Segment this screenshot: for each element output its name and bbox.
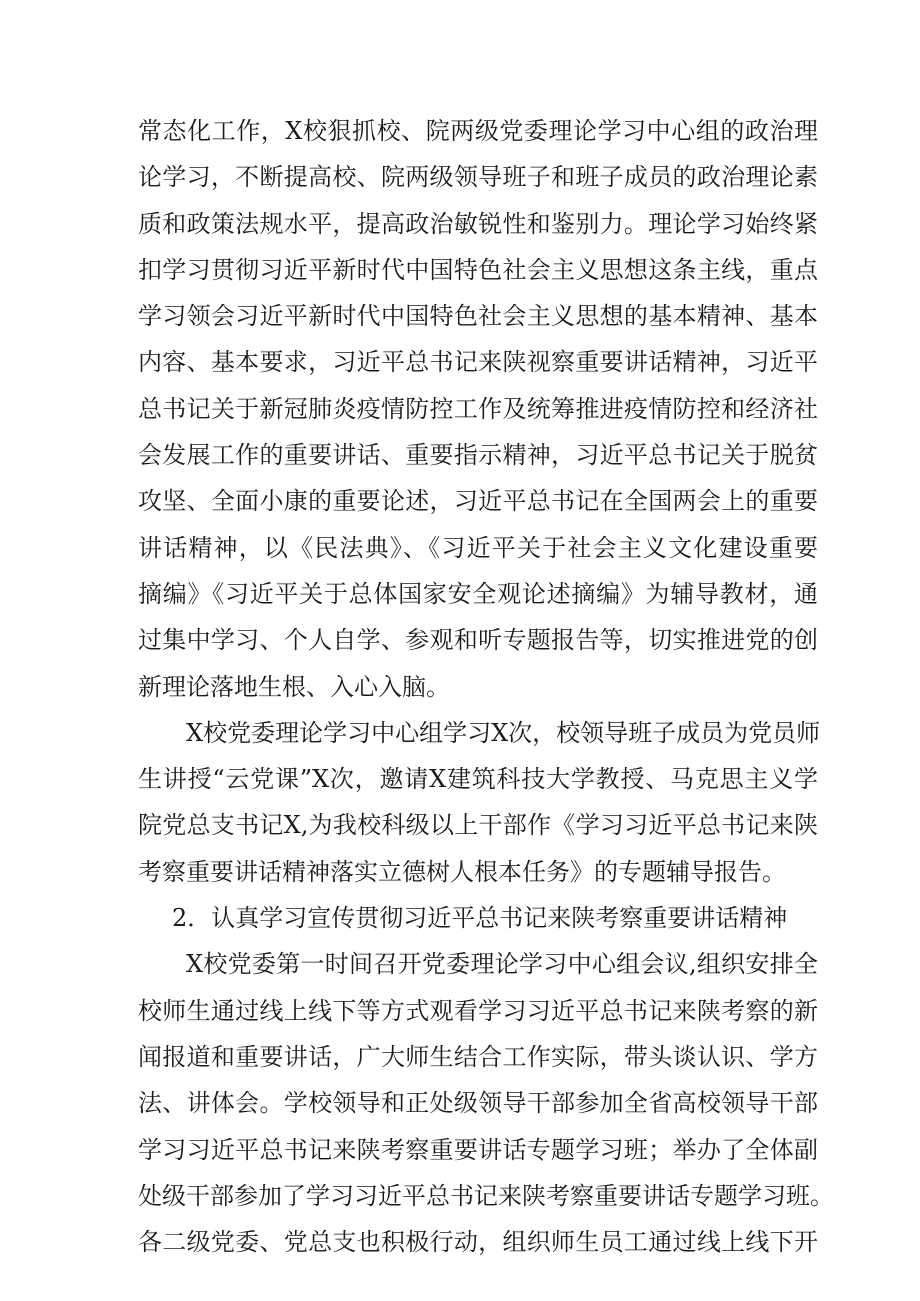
text-line: 法、讲体会。学校领导和正处级领导干部参加全省高校领导干部 (138, 1089, 818, 1118)
section-heading: 2．认真学习宣传贯彻习近平总书记来陕考察重要讲话精神 (172, 904, 788, 933)
text-line: 总书记关于新冠肺炎疫情防控工作及统筹推进疫情防控和经济社 (138, 394, 818, 423)
text-line: 摘编》《习近平关于总体国家安全观论述摘编》为辅导教材，通 (138, 579, 818, 608)
text-line: 常态化工作，X校狠抓校、院两级党委理论学习中心组的政治理 (138, 117, 818, 145)
text-line: 新理论落地生根、入心入脑。 (138, 672, 450, 701)
text-line: 考察重要讲话精神落实立德树人根本任务》的专题辅导报告。 (138, 857, 786, 886)
text-line: 校师生通过线上线下等方式观看学习习近平总书记来陕考察的新 (138, 996, 818, 1025)
text-line: 学习领会习近平新时代中国特色社会主义思想的基本精神、基本 (138, 302, 818, 331)
paragraph-party-study (138, 108, 818, 710)
paragraph-implementation (138, 941, 834, 1265)
text-line: 内容、基本要求，习近平总书记来陕视察重要讲话精神，习近平 (138, 348, 818, 377)
text-line: 过集中学习、个人自学、参观和听专题报告等，切实推进党的创 (138, 626, 818, 655)
text-line: 处级干部参加了学习习近平总书记来陕考察重要讲话专题学习班。 (138, 1181, 834, 1210)
text-line: 会发展工作的重要讲话、重要指示精神，习近平总书记关于脱贫 (138, 441, 818, 470)
text-line: X校党委第一时间召开党委理论学习中心组会议,组织安排全 (186, 950, 818, 979)
text-line: 闻报道和重要讲话，广大师生结合工作实际，带头谈认识、学方 (138, 1042, 818, 1071)
paragraph-center-group-study (138, 710, 821, 895)
text-line: 扣学习贯彻习近平新时代中国特色社会主义思想这条主线，重点 (138, 255, 818, 284)
text-line: 生讲授“云党课”X次，邀请X建筑科技大学教授、马克思主义学 (138, 765, 818, 794)
document-body (138, 108, 834, 1265)
text-line: 论学习，不断提高校、院两级领导班子和班子成员的政治理论素 (138, 163, 818, 192)
text-line: 学习习近平总书记来陕考察重要讲话专题学习班；举办了全体副 (138, 1135, 818, 1164)
text-line: 质和政策法规水平，提高政治敏锐性和鉴别力。理论学习始终紧 (138, 209, 818, 238)
text-line: 讲话精神，以《民法典》、《习近平关于社会主义文化建设重要 (138, 533, 818, 562)
text-line: 院党总支书记X,为我校科级以上干部作《学习习近平总书记来陕 (138, 811, 818, 840)
text-line: 攻坚、全面小康的重要论述，习近平总书记在全国两会上的重要 (138, 487, 818, 516)
text-line: X校党委理论学习中心组学习X次，校领导班子成员为党员师 (186, 718, 821, 747)
text-line: 各二级党委、党总支也积极行动，组织师生员工通过线上线下开 (138, 1228, 818, 1257)
